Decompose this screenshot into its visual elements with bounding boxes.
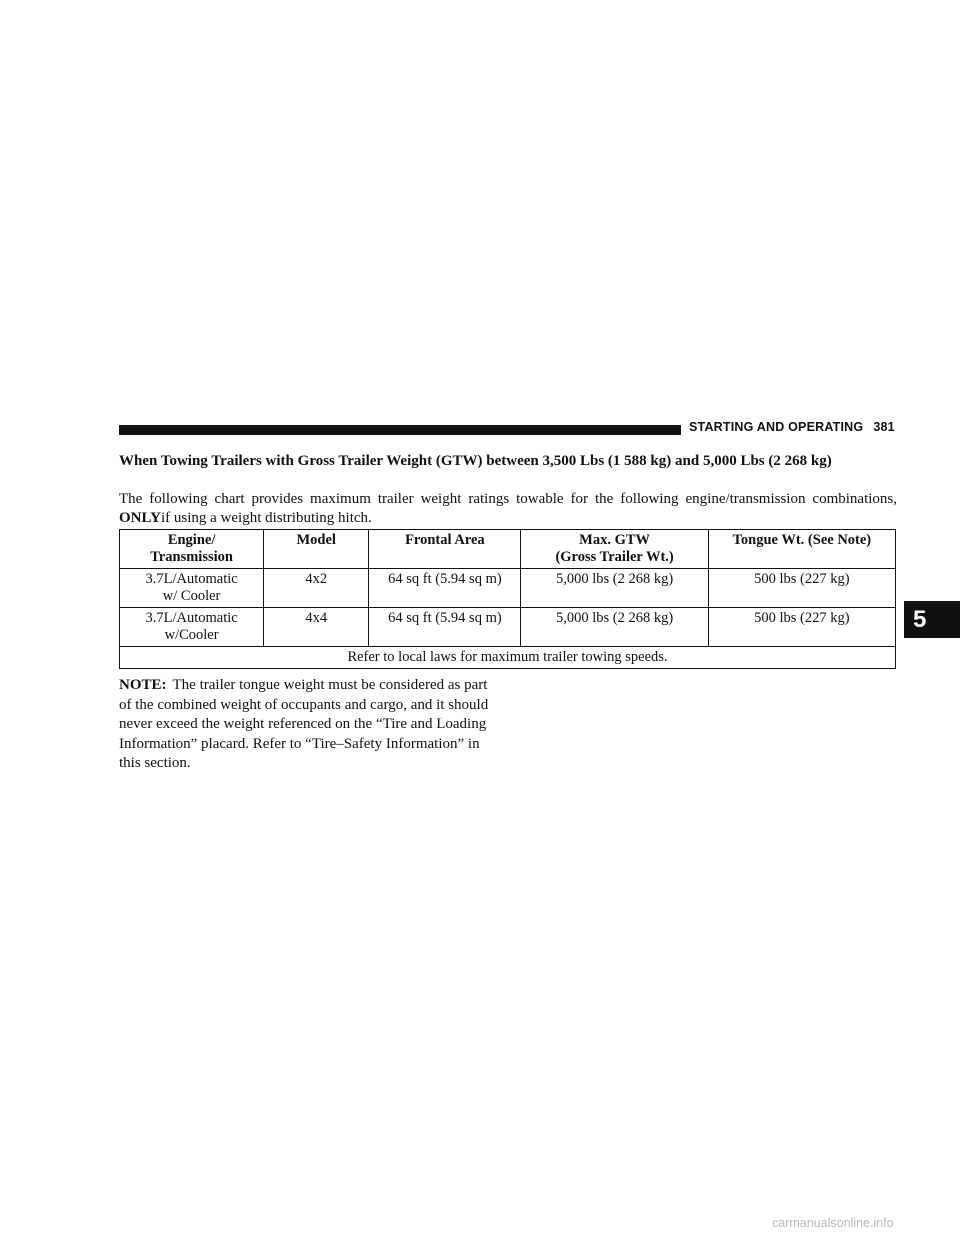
section-title: STARTING AND OPERATING: [689, 420, 864, 434]
table-cell: 500 lbs (227 kg): [708, 569, 895, 608]
table-footer-note: Refer to local laws for maximum trailer towing speeds.: [120, 647, 896, 669]
chapter-tab: 5: [904, 601, 960, 638]
table-cell: 500 lbs (227 kg): [708, 608, 895, 647]
intro-text-after: if using a weight distributing hitch.: [160, 510, 372, 526]
table-row: [120, 569, 896, 608]
intro-paragraph: [119, 490, 897, 528]
column-header: Model: [264, 530, 369, 569]
table-cell: 64 sq ft (5.94 sq m): [369, 569, 521, 608]
table-footer-row: [120, 647, 896, 669]
page-number: 381: [873, 420, 895, 434]
column-header: Tongue Wt. (See Note): [708, 530, 895, 569]
table-cell: 64 sq ft (5.94 sq m): [369, 608, 521, 647]
column-header: Frontal Area: [369, 530, 521, 569]
table-header-row: [120, 530, 896, 569]
column-header: Engine/ Transmission: [120, 530, 264, 569]
towing-table: [119, 529, 896, 669]
table-cell: 5,000 lbs (2 268 kg): [521, 569, 708, 608]
note-text: The trailer tongue weight must be considered as part of the combined weight of occupants and cargo, and it should never exceed the weight referenced on the “Tire and Loading Information” placard. Refer to “Tire–Safety Information” in this section.: [119, 677, 489, 771]
intro-emphasis: ONLY: [119, 510, 161, 526]
table-cell: 3.7L/Automatic w/Cooler: [120, 608, 264, 647]
table-row: [120, 608, 896, 647]
note-label: NOTE:: [119, 677, 167, 693]
note-paragraph: [119, 676, 497, 774]
section-heading: When Towing Trailers with Gross Trailer Weight (GTW) between 3,500 Lbs (1 588 kg) and 5,000 Lbs (2 268 kg): [119, 453, 832, 469]
table-cell: 4x4: [264, 608, 369, 647]
table-cell: 4x2: [264, 569, 369, 608]
column-header: Max. GTW (Gross Trailer Wt.): [521, 530, 708, 569]
intro-text-before: The following chart provides maximum trailer weight ratings towable for the following engine/transmission combinations,: [119, 491, 897, 507]
table-cell: 5,000 lbs (2 268 kg): [521, 608, 708, 647]
table-cell: 3.7L/Automatic w/ Cooler: [120, 569, 264, 608]
running-header: [689, 420, 899, 434]
watermark-text: carmanualsonline.info: [772, 1216, 894, 1230]
header-rule: [119, 425, 681, 435]
